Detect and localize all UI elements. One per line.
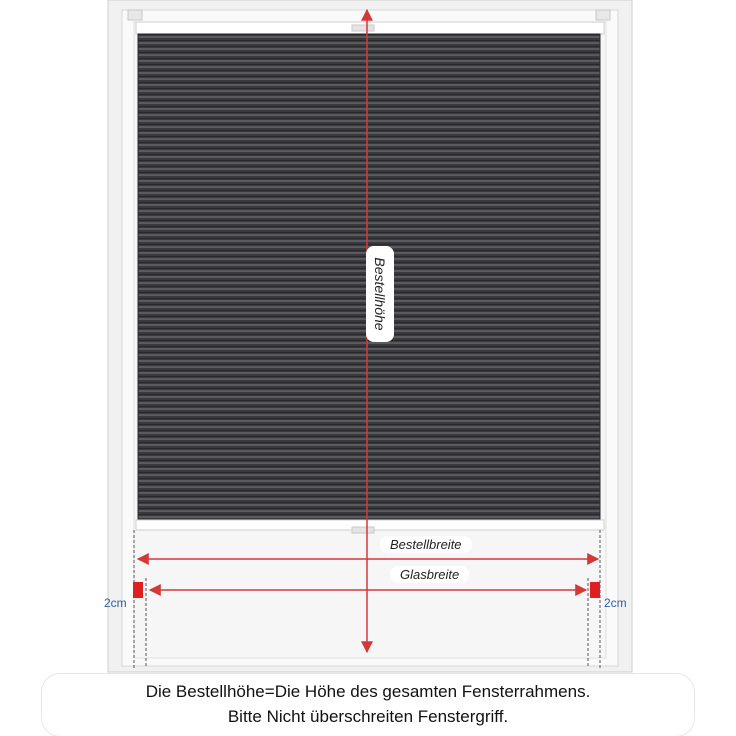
top-clip-right — [596, 10, 610, 20]
right-margin-marker — [590, 582, 600, 598]
order-height-label-box — [366, 246, 394, 342]
glass-width-label: Glasbreite — [390, 566, 469, 583]
top-clip-left — [128, 10, 142, 20]
order-height-label: Bestellhöhe — [372, 257, 388, 331]
bottom-handle — [352, 527, 374, 533]
caption-box — [42, 674, 694, 736]
left-margin-marker — [133, 582, 143, 598]
right-margin-label: 2cm — [604, 596, 627, 610]
order-width-label: Bestellbreite — [380, 536, 472, 553]
left-margin-label: 2cm — [104, 596, 127, 610]
caption-line-2: Bitte Nicht überschreiten Fenstergriff. — [227, 707, 509, 726]
caption-line-1: Die Bestellhöhe=Die Höhe des gesamten Fensterrahmens. — [145, 682, 591, 701]
top-handle — [352, 25, 374, 31]
